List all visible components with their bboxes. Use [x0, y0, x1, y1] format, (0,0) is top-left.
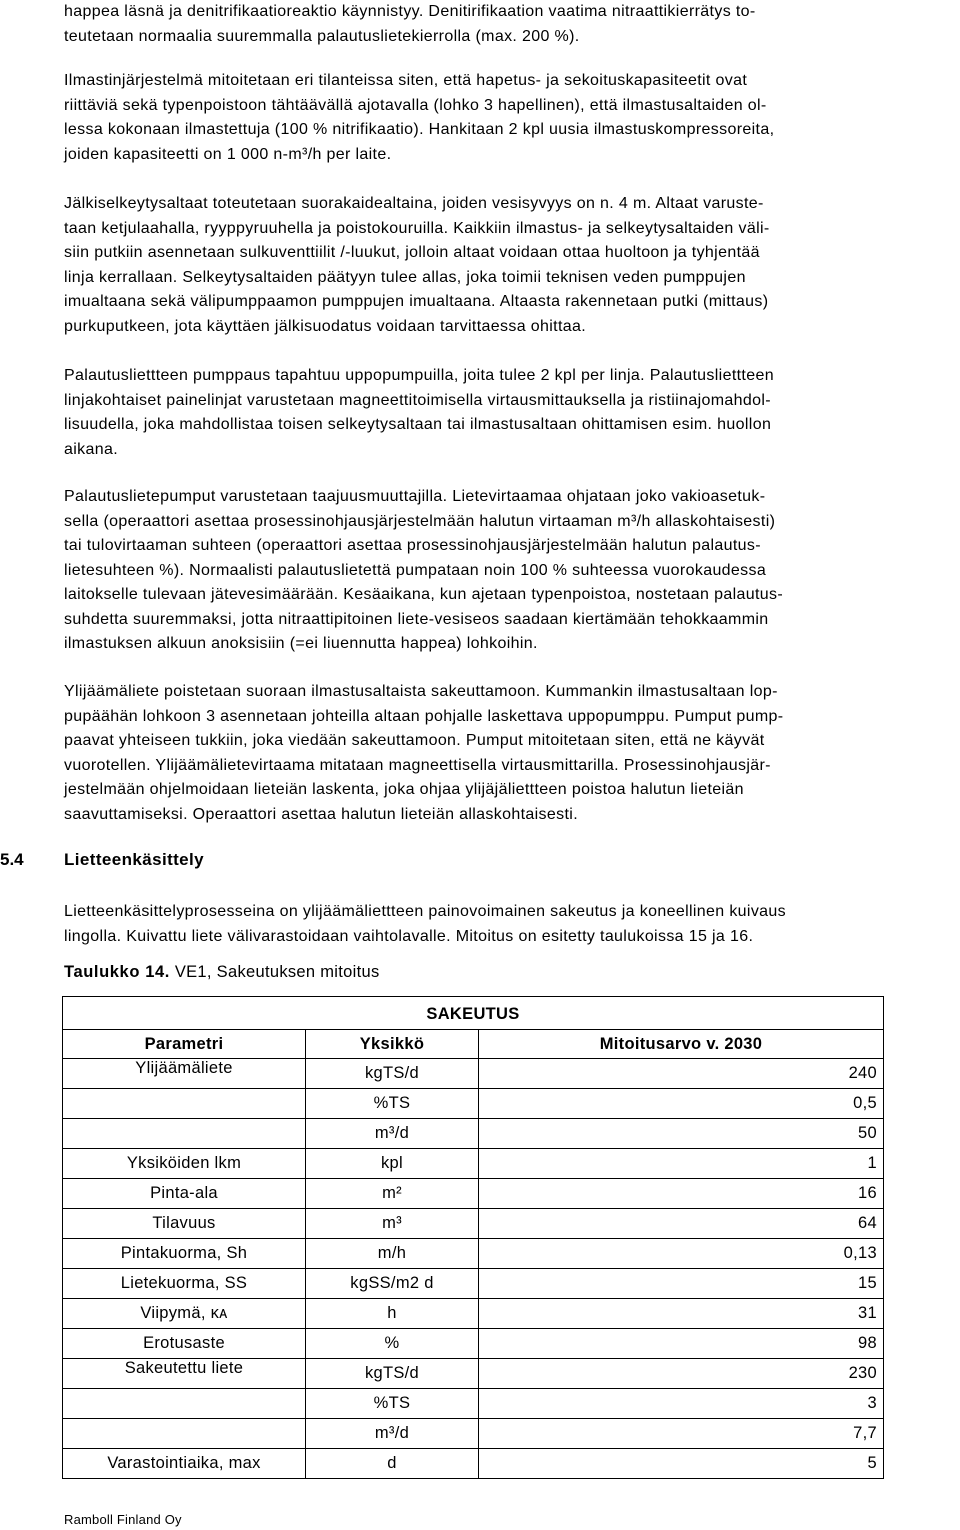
- paragraph: [64, 69, 956, 167]
- cell-unit: m³/d: [306, 1419, 479, 1449]
- cell-value: 0,5: [479, 1089, 884, 1119]
- cell-value: 16: [479, 1179, 884, 1209]
- table-row: [63, 1209, 884, 1239]
- cell-value: 240: [479, 1059, 884, 1089]
- cell-unit: %TS: [306, 1089, 479, 1119]
- text-line: lingolla. Kuivattu liete välivarastoidaan vaihtolavalle. Mitoitus on esitetty taulukoissa 15 ja 16.: [64, 927, 754, 945]
- cell-unit: kpl: [306, 1149, 479, 1179]
- cell-parameter: [63, 1089, 306, 1119]
- cell-parameter: [63, 1119, 306, 1149]
- cell-parameter: Viipymä, ĸᴀ: [63, 1299, 306, 1329]
- text-line: paavat yhteiseen tukkiin, joka viedään sakeuttamoon. Pumput mitoitetaan siten, että ne käyvät: [64, 732, 765, 749]
- header-value: Mitoitusarvo v. 2030: [479, 1030, 884, 1059]
- table-row: [63, 1089, 884, 1119]
- cell-unit: %TS: [306, 1389, 479, 1419]
- cell-parameter: [63, 1419, 306, 1449]
- text-line: purkuputkeen, jota käyttäen jälkisuodatus voidaan tarvittaessa ohittaa.: [64, 317, 587, 335]
- table-row: [63, 1329, 884, 1359]
- text-line: pupäähän lohkoon 3 asennetaan johteilla altaan pohjalle laskettava uppopumppu. Pumput pump-: [64, 707, 784, 725]
- section-number: 5.4: [0, 850, 24, 869]
- text-line: Palautuslietepumput varustetaan taajuusmuuttajilla. Lietevirtaamaa ohjataan joko vakioasetuk-: [64, 488, 766, 505]
- thickening-table: [62, 996, 884, 1479]
- cell-parameter: Ylijäämäliete: [63, 1059, 306, 1089]
- cell-parameter: Sakeutettu liete: [63, 1359, 306, 1389]
- text-line: riittäviä sekä typenpoistoon tähtäävällä ajotavalla (lohko 3 hapellinen), että ilmastusaltaiden ol-: [64, 96, 767, 114]
- table-row: [63, 1179, 884, 1209]
- table-caption: [64, 963, 380, 982]
- table-row: [63, 1389, 884, 1419]
- text-line: Jälkiselkeytysaltaat toteutetaan suorakaidealtaina, joiden vesisyvyys on n. 4 m. Altaat varuste-: [64, 195, 764, 212]
- cell-unit: m³/d: [306, 1119, 479, 1149]
- table-caption-label: Taulukko 14.: [64, 963, 170, 981]
- cell-value: 7,7: [479, 1419, 884, 1449]
- text-line: joiden kapasiteetti on 1 000 n-m³/h per laite.: [64, 145, 392, 163]
- section-title: Lietteenkäsittely: [64, 850, 205, 869]
- text-line: teutetaan normaalia suuremmalla palautuslietekierrolla (max. 200 %).: [64, 27, 580, 45]
- table-body: [63, 1059, 884, 1479]
- text-line: jestelmään ohjelmoidaan lieteiän laskenta, joka ohjaa ylijäjäliettteen poistoa halutun lieteiän: [64, 781, 744, 798]
- cell-value: 50: [479, 1119, 884, 1149]
- text-line: linjakohtaiset painelinjat varustetaan magneettitoimisella virtausmittauksella ja ristiinajomahdol-: [64, 391, 771, 409]
- table-row: [63, 1449, 884, 1479]
- cell-value: 1: [479, 1149, 884, 1179]
- header-parameter: Parametri: [63, 1030, 306, 1059]
- cell-value: 3: [479, 1389, 884, 1419]
- cell-parameter: Lietekuorma, SS: [63, 1269, 306, 1299]
- text-line: linja kerrallaan. Selkeytysaltaiden päätyyn tulee allas, joka toimii teknisen veden pumppujen: [64, 268, 746, 286]
- table-row: [63, 1149, 884, 1179]
- cell-value: 64: [479, 1209, 884, 1239]
- paragraph: [64, 680, 956, 827]
- cell-parameter: Erotusaste: [63, 1329, 306, 1359]
- text-line: laitokselle tulevaan jätevesimäärään. Kesäaikana, kun ajetaan typenpoistoa, nostetaan palautus-: [64, 586, 784, 603]
- table-row: [63, 1269, 884, 1299]
- cell-parameter: Yksiköiden lkm: [63, 1149, 306, 1179]
- paragraph: [64, 0, 956, 49]
- cell-parameter: Varastointiaika, max: [63, 1449, 306, 1479]
- table-row: [63, 1419, 884, 1449]
- cell-unit: %: [306, 1329, 479, 1359]
- text-line: tai tulovirtaaman suhteen (operaattori asettaa prosessinohjausjärjestelmään halutun palautus-: [64, 537, 761, 554]
- paragraph: [64, 485, 956, 657]
- cell-value: 0,13: [479, 1239, 884, 1269]
- table-row: [63, 1299, 884, 1329]
- text-line: Ylijäämäliete poistetaan suoraan ilmastusaltaista sakeuttamoon. Kummankin ilmastusaltaan lop-: [64, 683, 778, 700]
- text-line: Ilmastinjärjestelmä mitoitetaan eri tilanteissa siten, että hapetus- ja sekoituskapasiteetit ovat: [64, 72, 748, 89]
- cell-parameter: Pinta-ala: [63, 1179, 306, 1209]
- text-line: saavuttamiseksi. Operaattori asettaa halutun lieteiän allaskohtaisesti.: [64, 805, 579, 823]
- text-line: ilmastuksen alkuun anoksisiin (=ei liuennutta happea) lohkoihin.: [64, 635, 538, 652]
- header-unit: Yksikkö: [306, 1030, 479, 1059]
- table-banner: SAKEUTUS: [63, 997, 884, 1030]
- cell-value: 5: [479, 1449, 884, 1479]
- paragraph: [64, 364, 956, 462]
- text-line: lietesuhteen %). Normaalisti palautuslietettä pumpataan noin 100 % suhteessa vuorokaudessa: [64, 561, 767, 579]
- text-line: imualtaana sekä välipumppaamon pumppujen imualtaana. Altaasta rakennetaan putki (mittaus): [64, 293, 769, 310]
- cell-value: 31: [479, 1299, 884, 1329]
- footer-company: Ramboll Finland Oy: [64, 1512, 182, 1527]
- cell-unit: kgTS/d: [306, 1359, 479, 1389]
- paragraph: [64, 192, 956, 339]
- text-line: siin putkiin asennetaan sulkuventtiilit /-luukut, jolloin altaat voidaan ottaa huoltoon ja tyhjentää: [64, 244, 760, 261]
- cell-value: 98: [479, 1329, 884, 1359]
- table-row: [63, 1119, 884, 1149]
- text-line: taan ketjulaahalla, ryyppyruuhella ja poistokouruilla. Kaikkiin ilmastus- ja selkeytysaltaiden väli-: [64, 219, 770, 237]
- cell-unit: kgTS/d: [306, 1059, 479, 1089]
- text-line: happea läsnä ja denitrifikaatioreaktio käynnistyy. Denitirifikaation vaatima nitraattikierrätys to-: [64, 3, 756, 20]
- text-line: Lietteenkäsittelyprosesseina on ylijäämäliettteen painovoimainen sakeutus ja koneellinen kuivaus: [64, 903, 787, 920]
- paragraph: [64, 900, 956, 949]
- cell-unit: kgSS/m2 d: [306, 1269, 479, 1299]
- cell-unit: m²: [306, 1179, 479, 1209]
- cell-parameter: [63, 1389, 306, 1419]
- cell-parameter: Tilavuus: [63, 1209, 306, 1239]
- cell-value: 15: [479, 1269, 884, 1299]
- table-row: [63, 1359, 884, 1389]
- text-line: lessa kokonaan ilmastettuja (100 % nitrifikaatio). Hankitaan 2 kpl uusia ilmastuskompressoreita,: [64, 121, 775, 138]
- text-line: suhdetta suuremmaksi, jotta nitraattipitoinen liete-vesiseos saadaan kiertämään tehokkaammin: [64, 610, 769, 628]
- cell-unit: h: [306, 1299, 479, 1329]
- text-line: Palautusliettteen pumppaus tapahtuu uppopumpuilla, joita tulee 2 kpl per linja. Palautusliettteen: [64, 367, 774, 384]
- cell-parameter: Pintakuorma, Sh: [63, 1239, 306, 1269]
- text-line: sella (operaattori asettaa prosessinohjausjärjestelmään halutun virtaaman m³/h allaskohtaisesti): [64, 512, 776, 530]
- table-row: [63, 1059, 884, 1089]
- cell-value: 230: [479, 1359, 884, 1389]
- text-line: aikana.: [64, 440, 119, 458]
- text-line: lisuudella, joka mahdollistaa toisen selkeytysaltaan tai ilmastusaltaan ohittamisen esim. huollon: [64, 416, 772, 433]
- cell-unit: m/h: [306, 1239, 479, 1269]
- table-caption-text: VE1, Sakeutuksen mitoitus: [169, 963, 380, 981]
- text-line: vuorotellen. Ylijäämälietevirtaama mitataan magneettisella virtausmittarilla. Prosessinohjausjär-: [64, 756, 771, 774]
- table-row: [63, 1239, 884, 1269]
- cell-unit: m³: [306, 1209, 479, 1239]
- cell-unit: d: [306, 1449, 479, 1479]
